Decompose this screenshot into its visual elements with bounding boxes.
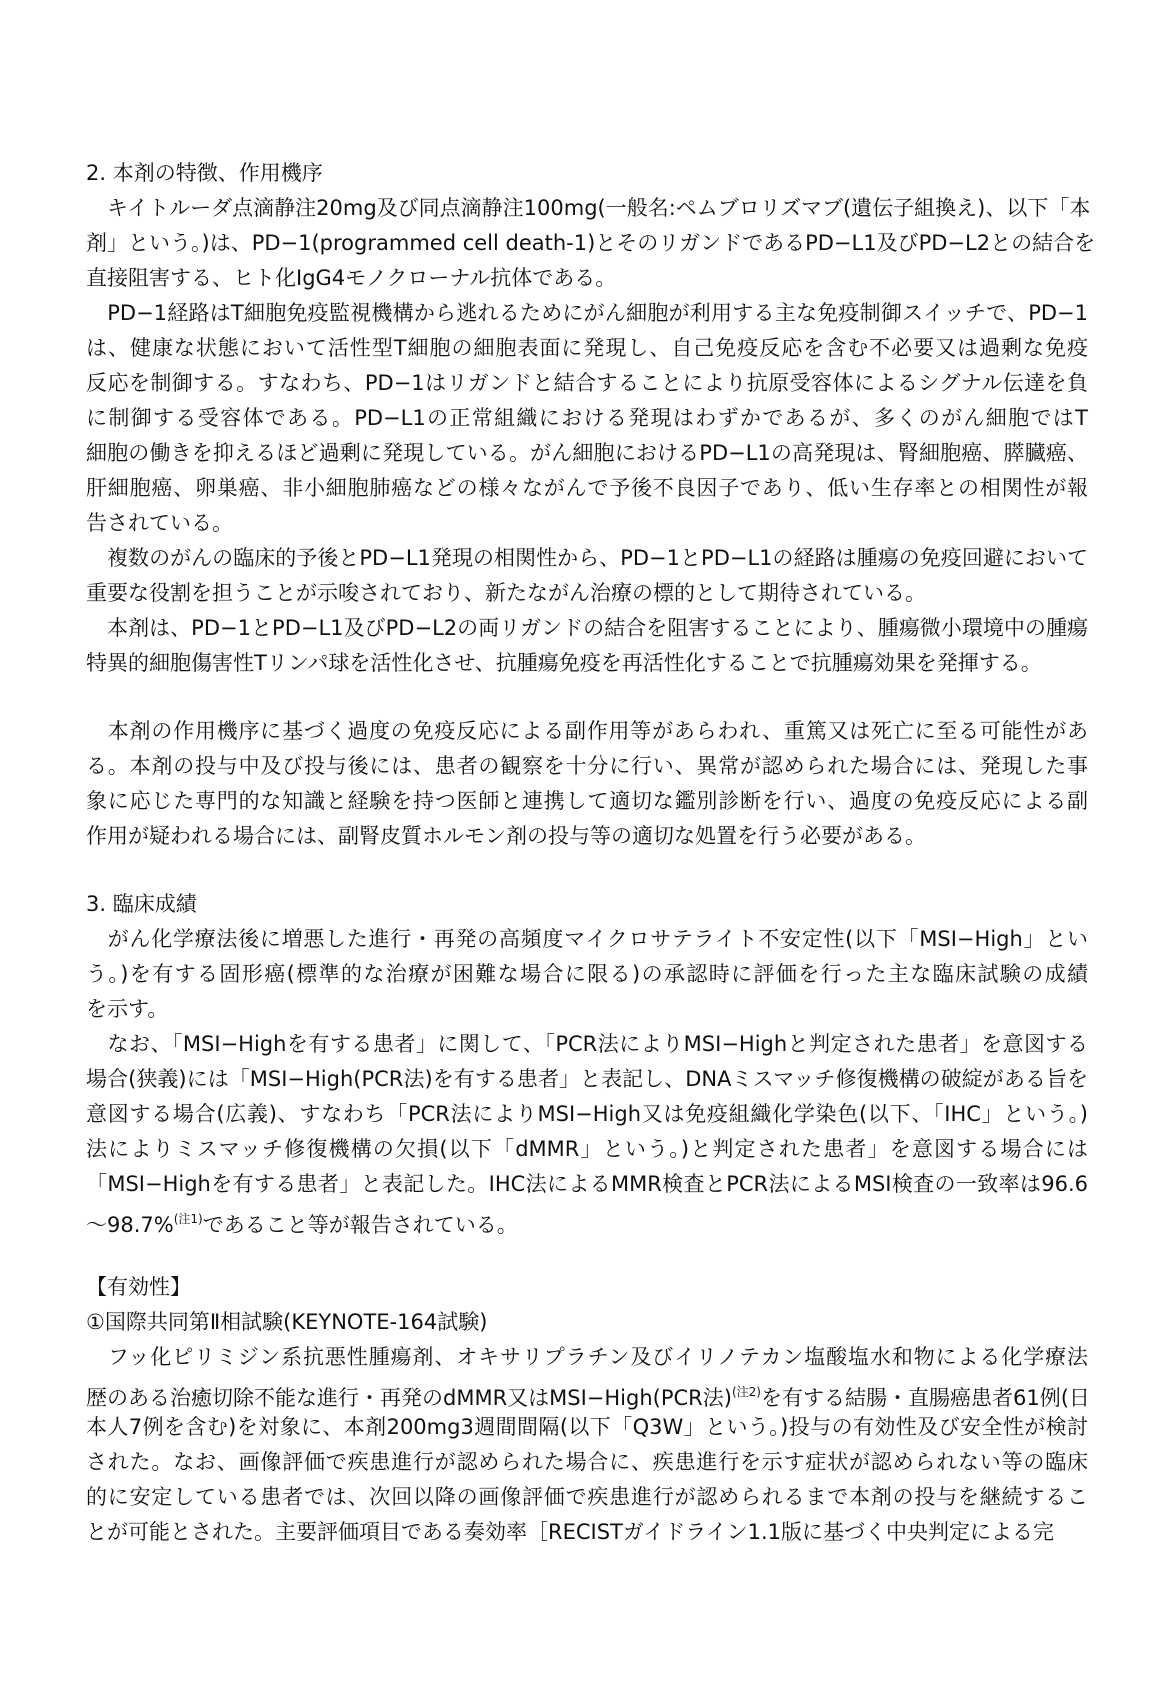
text-line: 本人7例を含む)を対象に、本剤200mg3週間間隔(以下「Q3W」という。)投与の有効性及び安全性が検討 bbox=[86, 1415, 1088, 1439]
text-line: 法によりミスマッチ修復機構の欠損(以下「dMMR」という。)と判定された患者」を意図する場合には bbox=[86, 1137, 1088, 1161]
text-line: 複数のがんの臨床的予後とPD−L1発現の相関性から、PD−1とPD−L1の経路は腫瘍の免疫回避において bbox=[86, 546, 1088, 570]
text-line: 重要な役割を担うことが示唆されており、新たながん治療の標的として期待されている。 bbox=[86, 581, 926, 605]
footnote-reference: (注2) bbox=[731, 1385, 761, 1399]
text-line: 的に安定している患者では、次回以降の画像評価で疾患進行が認められるまで本剤の投与を継続するこ bbox=[86, 1485, 1088, 1509]
text-segment: 歴のある治癒切除不能な進行・再発のdMMR又はMSI−High(PCR法) bbox=[86, 1386, 732, 1410]
text-line: う。)を有する固形癌(標準的な治療が困難な場合に限る)の承認時に評価を行った主な臨床試験の成績 bbox=[86, 962, 1088, 986]
document-section bbox=[86, 1270, 1088, 1550]
text-line: 特異的細胞傷害性Tリンパ球を活性化させ、抗腫瘍免疫を再活性化することで抗腫瘍効果を発揮する。 bbox=[86, 651, 1042, 675]
document-page bbox=[86, 156, 1096, 1550]
text-line: 剤」という。)は、PD−1(programmed cell death-1)とそのリガンドであるPD−L1及びPD−L2との結合を bbox=[86, 231, 1096, 255]
paragraph bbox=[86, 1027, 1088, 1237]
paragraph bbox=[86, 541, 1088, 611]
text-line: 肝細胞癌、卵巣癌、非小細胞肺癌などの様々ながんで予後不良因子であり、低い生存率との相関性が報 bbox=[86, 476, 1088, 500]
text-line: 本剤は、PD−1とPD−L1及びPD−L2の両リガンドの結合を阻害することにより、腫瘍微小環境中の腫瘍 bbox=[86, 616, 1088, 640]
text-line: に制御する受容体である。PD−L1の正常組織における発現はわずかであるが、多くのがん細胞ではT bbox=[86, 406, 1088, 430]
paragraph bbox=[86, 1340, 1088, 1550]
text-line: 告されている。 bbox=[86, 511, 233, 535]
paragraph bbox=[86, 714, 1088, 854]
document-section bbox=[86, 887, 1088, 1237]
text-line: 象に応じた専門的な知識と経験を持つ医師と連携して適切な鑑別診断を行い、過度の免疫反応による副 bbox=[86, 789, 1088, 813]
paragraph bbox=[86, 191, 1096, 296]
text-segment: ～98.7% bbox=[86, 1213, 174, 1237]
paragraph bbox=[86, 296, 1088, 541]
document-section bbox=[86, 156, 1096, 681]
text-line: 本剤の作用機序に基づく過度の免疫反応による副作用等があらわれ、重篤又は死亡に至る可能性があ bbox=[86, 719, 1088, 743]
text-line: フッ化ピリミジン系抗悪性腫瘍剤、オキサリプラチン及びイリノテカン塩酸塩水和物による化学療法 bbox=[86, 1345, 1088, 1369]
text-line: 場合(狭義)には「MSI−High(PCR法)を有する患者」と表記し、DNAミスマッチ修復機構の破綻がある旨を bbox=[86, 1067, 1088, 1091]
text-line: は、健康な状態において活性型T細胞の細胞表面に発現し、自己免疫反応を含む不必要又は過剰な免疫 bbox=[86, 336, 1088, 360]
text-line: 意図する場合(広義)、すなわち「PCR法によりMSI−High又は免疫組織化学染色(以下、「IHC」という。) bbox=[86, 1102, 1088, 1126]
text-segment: を有する結腸・直腸癌患者61例(日 bbox=[760, 1386, 1090, 1410]
text-line: とが可能とされた。主要評価項目である奏効率［RECISTガイドライン1.1版に基づく中央判定による完 bbox=[86, 1520, 1055, 1544]
text-line: された。なお、画像評価で疾患進行が認められた場合に、疾患進行を示す症状が認められない等の臨床 bbox=[86, 1450, 1088, 1474]
text-line bbox=[86, 1375, 1088, 1410]
paragraph bbox=[86, 922, 1088, 1027]
text-line: PD−1経路はT細胞免疫監視機構から逃れるためにがん細胞が利用する主な免疫制御スイッチで、PD−1 bbox=[86, 301, 1088, 325]
text-line: 細胞の働きを抑えるほど過剰に発現している。がん細胞におけるPD−L1の高発現は、腎細胞癌、膵臓癌、 bbox=[86, 441, 1088, 465]
text-line: なお、「MSI−Highを有する患者」に関して、「PCR法によりMSI−Highと判定された患者」を意図する bbox=[86, 1032, 1088, 1056]
text-line: 反応を制御する。すなわち、PD−1はリガンドと結合することにより抗原受容体によるシグナル伝達を負 bbox=[86, 371, 1088, 395]
text-line: 直接阻害する、ヒト化IgG4モノクローナル抗体である。 bbox=[86, 266, 617, 290]
subsection-heading: ①国際共同第Ⅱ相試験(KEYNOTE-164試験) bbox=[86, 1310, 488, 1334]
text-line: を示す。 bbox=[86, 997, 169, 1021]
text-line: がん化学療法後に増悪した進行・再発の高頻度マイクロサテライト不安定性(以下「MSI−High」とい bbox=[86, 927, 1088, 951]
paragraph bbox=[86, 611, 1088, 681]
text-line: 作用が疑われる場合には、副腎皮質ホルモン剤の投与等の適切な処置を行う必要がある。 bbox=[86, 824, 926, 848]
text-line: 「MSI−Highを有する患者」と表記した。IHC法によるMMR検査とPCR法によるMSI検査の一致率は96.6 bbox=[86, 1172, 1088, 1196]
section-heading: 2. 本剤の特徴、作用機序 bbox=[86, 161, 323, 185]
section-heading: 【有効性】 bbox=[86, 1275, 191, 1299]
text-line: キイトルーダ点滴静注20mg及び同点滴静注100mg(一般名:ペムブロリズマブ(遺伝子組換え)、以下「本 bbox=[86, 196, 1091, 220]
text-line bbox=[86, 1202, 1088, 1237]
text-line: る。本剤の投与中及び投与後には、患者の観察を十分に行い、異常が認められた場合には、発現した事 bbox=[86, 754, 1088, 778]
footnote-reference: (注1) bbox=[173, 1212, 203, 1226]
document-section bbox=[86, 714, 1088, 854]
section-heading: 3. 臨床成績 bbox=[86, 892, 197, 916]
text-segment: であること等が報告されている。 bbox=[202, 1213, 518, 1237]
